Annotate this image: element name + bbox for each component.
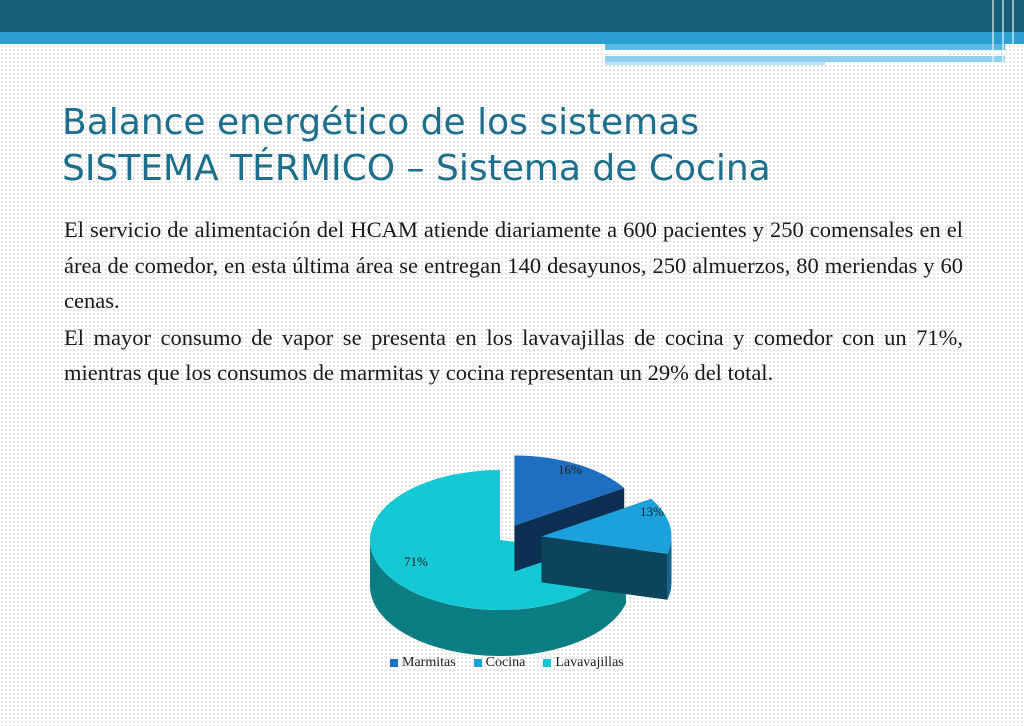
header-stripe [605, 62, 825, 65]
pie-label-marmitas: 16% [558, 462, 582, 477]
header-divider [1012, 0, 1014, 66]
paragraph-1: El servicio de alimentación del HCAM atiende diariamente a 600 pacientes y 250 comensales en el área de comedor, en esta última área se entregan 140 desayunos, 250 almuerzos, 80 meriendas y 60 cenas. [64, 217, 963, 313]
legend-label-marmitas: Marmitas [402, 655, 456, 670]
header-band-blue [0, 32, 1024, 44]
pie-chart [340, 440, 710, 690]
legend-swatch-marmitas [390, 659, 398, 667]
legend-swatch-lavavajillas [543, 659, 551, 667]
pie-label-lavavajillas: 71% [404, 554, 428, 569]
header-divider [1002, 0, 1004, 66]
slide-body [64, 212, 963, 392]
title-line-2: SISTEMA TÉRMICO – Sistema de Cocina [62, 148, 771, 189]
legend-swatch-cocina [474, 659, 482, 667]
paragraph-2: El mayor consumo de vapor se presenta en los lavavajillas de cocina y comedor con un 71%, mientras que los consumos de marmitas y cocina representan un 29% del total. [64, 324, 963, 385]
legend-item-cocina [474, 655, 526, 671]
legend-label-cocina: Cocina [485, 655, 526, 670]
legend-item-lavavajillas [543, 655, 623, 671]
legend-label-lavavajillas: Lavavajillas [555, 655, 624, 670]
header-band-dark [0, 0, 1024, 32]
legend-item-marmitas [390, 655, 456, 671]
header-divider [992, 0, 994, 66]
pie-label-cocina: 13% [640, 504, 664, 519]
slide-title [62, 100, 771, 192]
chart-legend [390, 655, 624, 671]
header-stripe-gap [605, 50, 947, 54]
title-line-1: Balance energético de los sistemas [62, 102, 700, 143]
